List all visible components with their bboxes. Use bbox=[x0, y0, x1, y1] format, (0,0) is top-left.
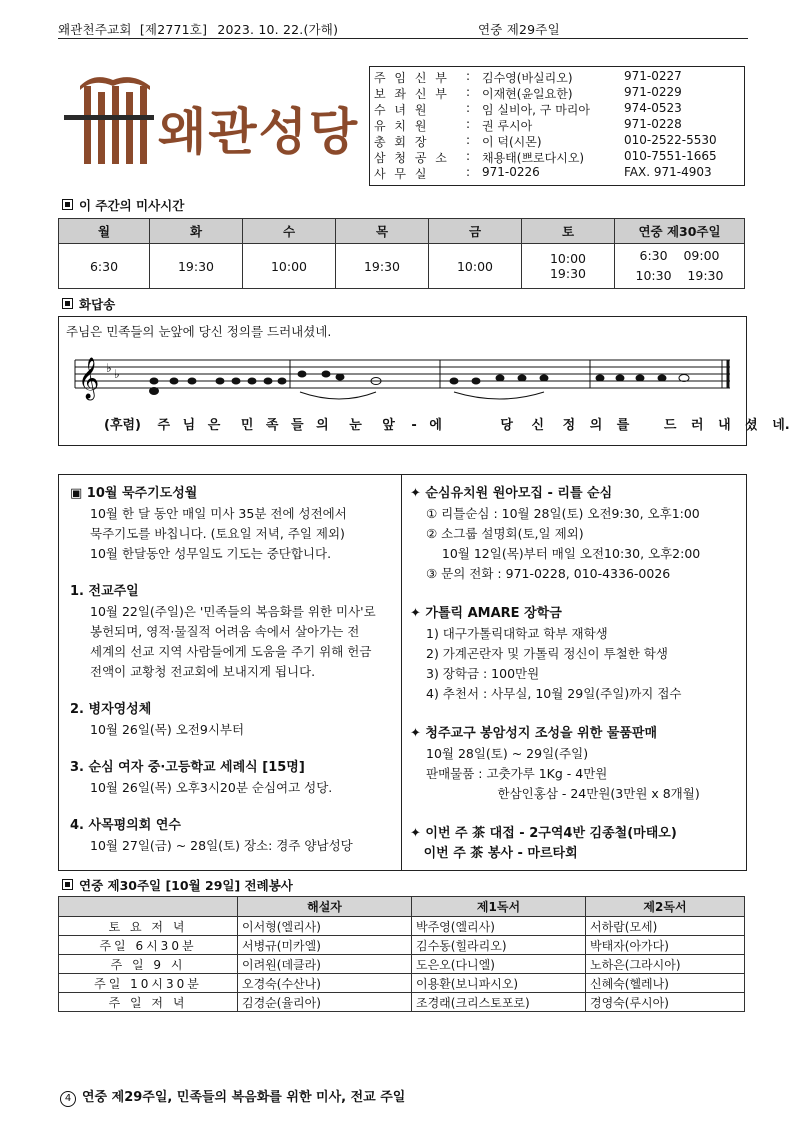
notice-line: ① 리틀순심 : 10월 28일(토) 오전9:30, 오후1:00 bbox=[426, 506, 700, 521]
notice-line: 10월 27일(금) ~ 28일(토) 장소: 경주 양남성당 bbox=[90, 838, 353, 853]
notice-line: 1) 대구가톨릭대학교 학부 재학생 bbox=[426, 626, 608, 641]
table-cell: 이서형(엘리사) bbox=[238, 917, 412, 936]
table-cell: 박태자(아가다) bbox=[586, 936, 745, 955]
column-divider bbox=[401, 475, 402, 870]
day-header: 연중 제30주일 bbox=[615, 219, 745, 244]
lyric: 의 bbox=[316, 418, 329, 433]
notice-title: ✦ 순심유치원 원아모집 - 리틀 순심 bbox=[410, 486, 613, 501]
bulletin-date: 2023. 10. 22.(가해) bbox=[217, 22, 339, 37]
lyric: 들 bbox=[291, 418, 304, 433]
day-header: 목 bbox=[336, 219, 429, 244]
notice-title: ▣ 10월 묵주기도성월 bbox=[70, 486, 198, 501]
lyric: 에 bbox=[429, 418, 442, 433]
mass-time: 10:00 bbox=[243, 244, 336, 289]
svg-text:♭: ♭ bbox=[106, 361, 112, 375]
lyric: 러 bbox=[690, 418, 704, 433]
notice-line: 묵주기도를 바칩니다. (토요일 저녁, 주일 제외) bbox=[90, 526, 345, 541]
notice-line: 4) 추천서 : 사무실, 10월 29일(주일)까지 접수 bbox=[426, 686, 682, 701]
lyric: 의 bbox=[589, 418, 603, 433]
table-cell: 박주영(엘리사) bbox=[412, 917, 586, 936]
svg-text:𝄞: 𝄞 bbox=[78, 358, 100, 399]
notice-line: 10월 26일(목) 오전9시부터 bbox=[90, 722, 245, 737]
notice-line: 이번 주 茶 봉사 - 마르타회 bbox=[410, 846, 578, 861]
table-cell: 노하은(그라시아) bbox=[586, 955, 745, 974]
bulletin-header bbox=[58, 20, 748, 38]
table-cell: 서하람(모세) bbox=[586, 917, 745, 936]
notice-title: ✦ 청주교구 봉암성지 조성을 위한 물품판매 bbox=[410, 726, 658, 741]
service-slot: 주일 6시30분 bbox=[59, 936, 238, 955]
notice-line: 10월 12일(목)부터 매일 오전10:30, 오후2:00 bbox=[426, 546, 701, 561]
lyric: 앞 bbox=[382, 418, 395, 433]
logo-text: 왜관성당 bbox=[158, 102, 360, 161]
header-rule bbox=[58, 38, 748, 39]
lyric: 내 bbox=[718, 418, 731, 433]
lyric: 은 bbox=[207, 418, 221, 433]
notice-body bbox=[70, 836, 400, 856]
day-header: 금 bbox=[429, 219, 522, 244]
lyric: 족 bbox=[265, 418, 279, 433]
notice-body bbox=[410, 624, 742, 704]
table-row bbox=[59, 993, 745, 1012]
parish-name: 왜관천주교회 bbox=[58, 22, 132, 37]
notices-right-column bbox=[410, 484, 742, 864]
notice-line: 봉헌되며, 영적·물질적 어려움 속에서 살아가는 전 bbox=[90, 624, 360, 639]
mass-time: 6:30 09:00 10:30 19:30 bbox=[615, 244, 745, 289]
notices-left-column bbox=[70, 484, 400, 856]
footer-text: 연중 제29주일, 민족들의 복음화를 위한 미사, 전교 주일 bbox=[82, 1090, 406, 1105]
notice-line: 10월 26일(목) 오후3시20분 순심여고 성당. bbox=[90, 780, 333, 795]
lyric: 당 bbox=[500, 418, 513, 433]
liturgy-section-title: 연중 제30주일 [10월 29일] 전례봉사 bbox=[62, 876, 293, 894]
table-row bbox=[59, 936, 745, 955]
lyric: 주 bbox=[157, 418, 171, 433]
table-row bbox=[59, 917, 745, 936]
notice-title: 3. 순심 여자 중·고등학교 세례식 [15명] bbox=[70, 760, 305, 775]
service-slot: 주일 10시30분 bbox=[59, 974, 238, 993]
lyric: 신 bbox=[531, 418, 545, 433]
parish-logo bbox=[58, 66, 366, 184]
notice-body bbox=[70, 602, 400, 682]
notice-line: 10월 22일(주일)은 '민족들의 복음화를 위한 미사'로 bbox=[90, 604, 376, 619]
liturgical-week: 연중 제29주일 bbox=[478, 22, 560, 37]
mass-days-row bbox=[59, 219, 745, 244]
column-header: 해설자 bbox=[238, 897, 412, 917]
psalm-section-title: 화답송 bbox=[62, 295, 115, 313]
mass-time: 10:00 bbox=[429, 244, 522, 289]
notice-line: 세계의 선교 지역 사람들에게 도움을 주기 위해 헌금 bbox=[90, 644, 372, 659]
psalm-text: 주님은 민족들의 눈앞에 당신 정의를 드러내셨네. bbox=[66, 324, 332, 339]
lyric: 를 bbox=[616, 418, 630, 433]
service-slot: 주 일 9 시 bbox=[59, 955, 238, 974]
notice-line: ② 소그룹 설명회(토,일 제외) bbox=[426, 526, 584, 541]
psalm-lyrics bbox=[104, 414, 790, 433]
page-number: 4 bbox=[60, 1091, 76, 1107]
column-header: 제1독서 bbox=[412, 897, 586, 917]
lyric: 눈 bbox=[349, 418, 362, 433]
day-header: 화 bbox=[150, 219, 243, 244]
mass-time: 19:30 bbox=[150, 244, 243, 289]
table-row bbox=[59, 955, 745, 974]
notice-title: 2. 병자영성체 bbox=[70, 702, 152, 717]
mass-times-row bbox=[59, 244, 745, 289]
table-cell: 도은오(다니엘) bbox=[412, 955, 586, 974]
mass-time: 19:30 bbox=[336, 244, 429, 289]
table-row bbox=[59, 974, 745, 993]
mass-section-title: 이 주간의 미사시간 bbox=[62, 196, 184, 214]
liturgy-table bbox=[58, 896, 745, 1012]
lyric: 민 bbox=[240, 418, 254, 433]
day-header: 월 bbox=[59, 219, 150, 244]
table-cell: 이용환(보니파시오) bbox=[412, 974, 586, 993]
notice-line: 2) 가계곤란자 및 가톨릭 정신이 투철한 학생 bbox=[426, 646, 668, 661]
page-footer bbox=[60, 1086, 405, 1107]
notice-body bbox=[70, 504, 400, 564]
column-header: 제2독서 bbox=[586, 897, 745, 917]
svg-text:♭: ♭ bbox=[114, 367, 120, 381]
notice-line: 한삼인홍삼 - 24만원(3만원 x 8개월) bbox=[426, 786, 700, 801]
notice-title: 4. 사목평의회 연수 bbox=[70, 818, 181, 833]
issue-number: [제2771호] bbox=[139, 22, 208, 37]
notice-title: 1. 전교주일 bbox=[70, 584, 139, 599]
table-cell: 조경래(크리스토포로) bbox=[412, 993, 586, 1012]
day-header: 수 bbox=[243, 219, 336, 244]
service-slot: 주 일 저 녁 bbox=[59, 993, 238, 1012]
lyric: 셨 bbox=[745, 418, 758, 433]
notice-line: 전액이 교황청 전교회에 보내지게 됩니다. bbox=[90, 664, 316, 679]
square-bullet-icon bbox=[62, 298, 73, 309]
notice-line: 3) 장학금 : 100만원 bbox=[426, 666, 540, 681]
mass-schedule-table bbox=[58, 218, 745, 289]
notice-body bbox=[70, 720, 400, 740]
table-cell: 김경순(율리아) bbox=[238, 993, 412, 1012]
notice-title: ✦ 가톨릭 AMARE 장학금 bbox=[410, 606, 562, 621]
table-cell: 경영숙(루시아) bbox=[586, 993, 745, 1012]
mass-time: 10:00 19:30 bbox=[522, 244, 615, 289]
lyric: - bbox=[411, 418, 417, 433]
mass-time: 6:30 bbox=[59, 244, 150, 289]
music-staff-icon bbox=[70, 350, 740, 410]
lyric: 네. bbox=[772, 418, 790, 433]
lyric: 드 bbox=[663, 418, 677, 433]
notice-line: 판매물품 : 고춧가루 1Kg - 4만원 bbox=[426, 766, 608, 781]
table-cell: 오경숙(수산나) bbox=[238, 974, 412, 993]
notice-line: 10월 한달동안 성무일도 기도는 중단합니다. bbox=[90, 546, 332, 561]
notice-body bbox=[410, 504, 742, 584]
day-header: 토 bbox=[522, 219, 615, 244]
service-slot: 토 요 저 녁 bbox=[59, 917, 238, 936]
staff-directory: 주 임 신 부 : 김수영(바실리오) 971-0227 보 좌 신 부 : 이재현(윤일요한) 971-0229 수 녀 원 : 임 실비아, 구 마리아 974-0523 유 치 원 : 권 루시아 971-0228 총 회 장 : 이 덕(시몬) 010-2522-5530 삼 청 공 소 : 채용태(쁘로다시오) 010-7551-1665 사 무 실 : 971-0226 FAX. 971-4903 bbox=[369, 66, 745, 186]
notice-line: ③ 문의 전화 : 971-0228, 010-4336-0026 bbox=[426, 566, 671, 581]
lyric: 정 bbox=[562, 418, 576, 433]
table-cell: 이려원(데클라) bbox=[238, 955, 412, 974]
notice-body bbox=[410, 744, 742, 804]
table-cell: 김수동(힐라리오) bbox=[412, 936, 586, 955]
refrain-label: (후렴) bbox=[104, 418, 141, 433]
table-cell: 신혜숙(헬레나) bbox=[586, 974, 745, 993]
notice-body bbox=[70, 778, 400, 798]
notice-line: 10월 28일(토) ~ 29일(주일) bbox=[426, 746, 589, 761]
column-header bbox=[59, 897, 238, 917]
lyric: 님 bbox=[182, 418, 196, 433]
notice-title: ✦ 이번 주 茶 대접 - 2구역4반 김종철(마태오) bbox=[410, 826, 677, 841]
square-bullet-icon bbox=[62, 879, 73, 890]
table-cell: 서병규(미카엘) bbox=[238, 936, 412, 955]
notice-line: 10월 한 달 동안 매일 미사 35분 전에 성전에서 bbox=[90, 506, 347, 521]
square-bullet-icon bbox=[62, 199, 73, 210]
liturgy-header-row bbox=[59, 897, 745, 917]
